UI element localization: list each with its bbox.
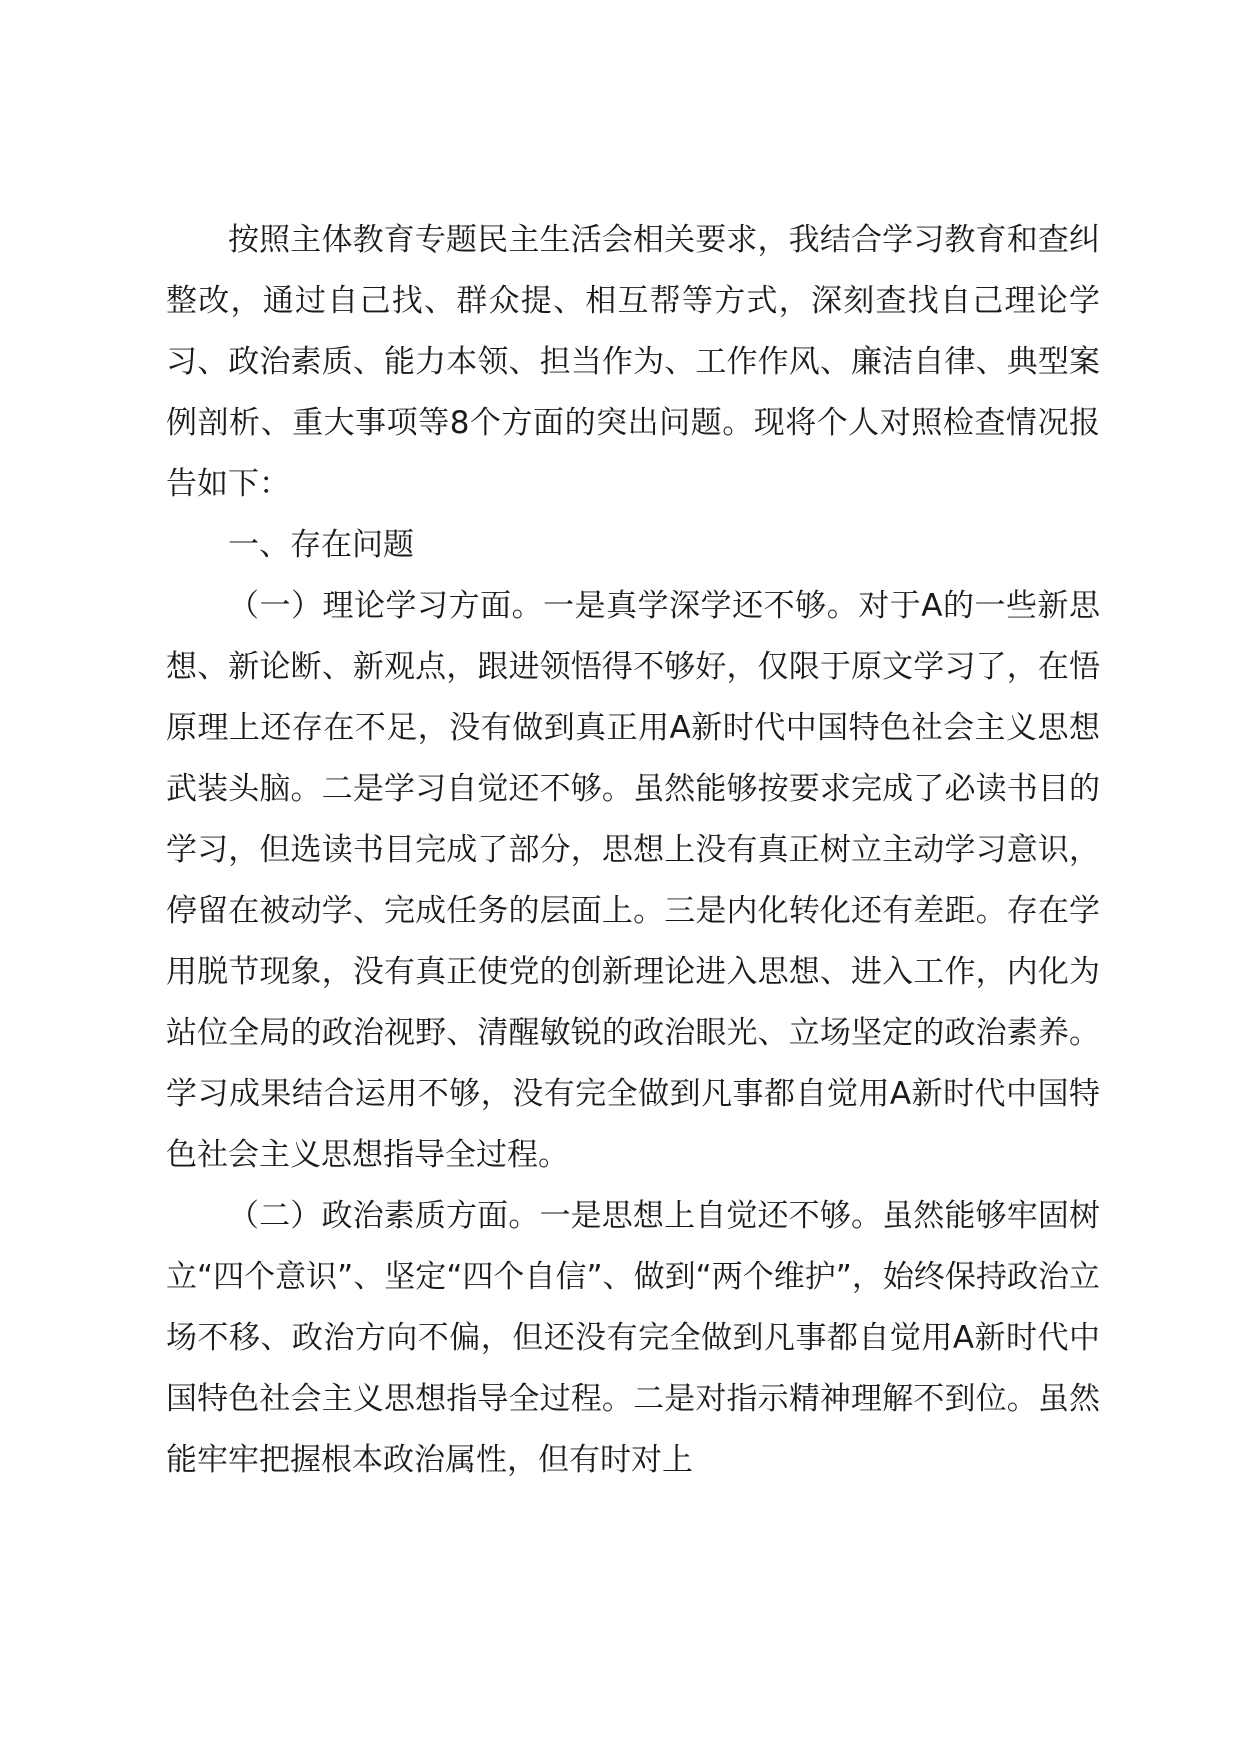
political-quality-paragraph: （二）政治素质方面。一是思想上自觉还不够。虽然能够牢固树立“四个意识”、坚定“四个自信”、做到“两个维护”，始终保持政治立场不移、政治方向不偏，但还没有完全做到凡事都自觉用A新时代中国特色社会主义思想指导全过程。二是对指示精神理解不到位。虽然能牢牢把握根本政治属性，但有时对上	[166, 1198, 1100, 1478]
intro-paragraph: 按照主体教育专题民主生活会相关要求，我结合学习教育和查纠整改，通过自己找、群众提、相互帮等方式，深刻查找自己理论学习、政治素质、能力本领、担当作为、工作作风、廉洁自律、典型案例剖析、重大事项等8个方面的突出问题。现将个人对照检查情况报告如下：	[166, 222, 1100, 502]
document-body	[166, 210, 1100, 1491]
section-heading-problems: 一、存在问题	[228, 527, 414, 563]
theory-study-paragraph: （一）理论学习方面。一是真学深学还不够。对于A的一些新思想、新论断、新观点，跟进领悟得不够好，仅限于原文学习了，在悟原理上还存在不足，没有做到真正用A新时代中国特色社会主义思想武装头脑。二是学习自觉还不够。虽然能够按要求完成了必读书目的学习，但选读书目完成了部分，思想上没有真正树立主动学习意识，停留在被动学、完成任务的层面上。三是内化转化还有差距。存在学用脱节现象，没有真正使党的创新理论进入思想、进入工作，内化为站位全局的政治视野、清醒敏锐的政治眼光、立场坚定的政治素养。学习成果结合运用不够，没有完全做到凡事都自觉用A新时代中国特色社会主义思想指导全过程。	[166, 588, 1100, 1173]
